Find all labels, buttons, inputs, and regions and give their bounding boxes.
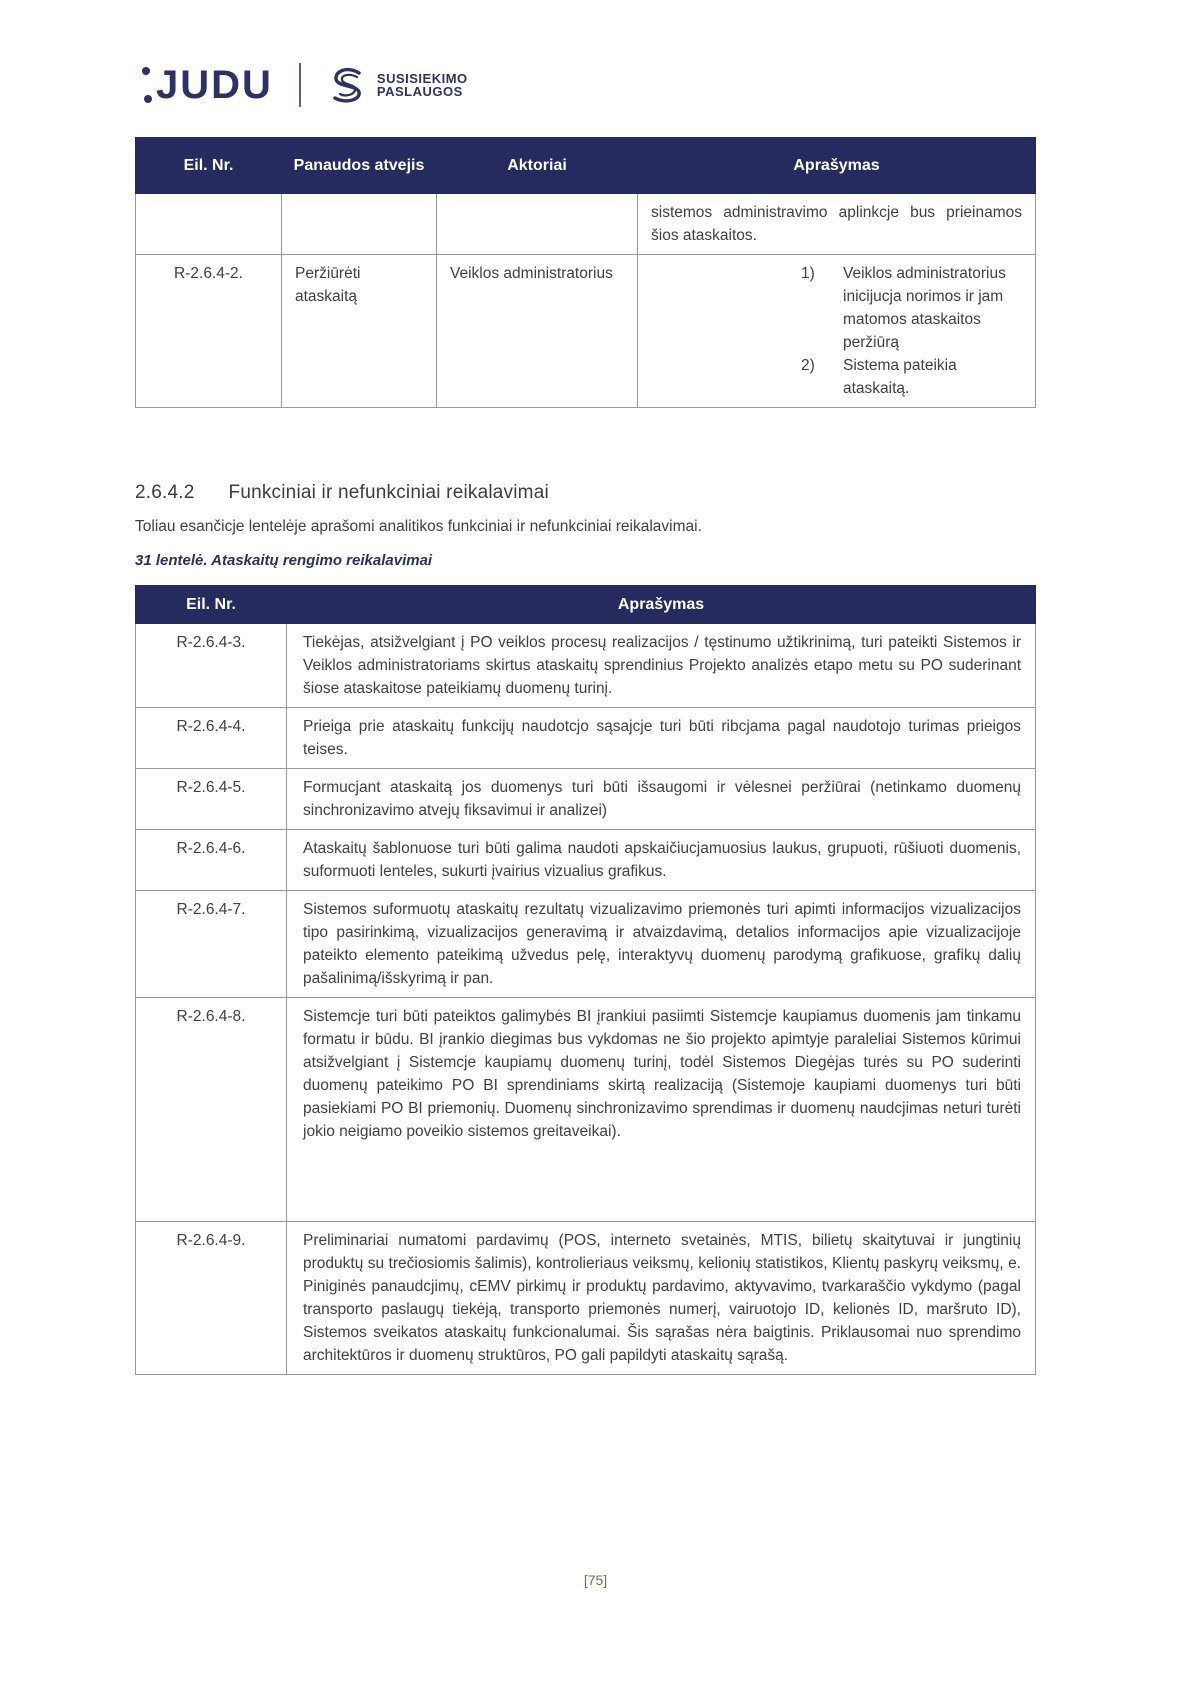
partner-line2: PASLAUGOS [376,84,463,99]
list-marker: 2) [801,357,815,374]
partner-logo [327,64,468,106]
table-row [136,194,1036,255]
judu-logo-text: JUDU [156,63,273,107]
table-row [136,998,1036,1222]
table-row [136,624,1036,708]
table-row [136,769,1036,830]
cell-requirement-text: Tiekėjas, atsižvelgiant į PO veiklos procesų realizacijos / tęstinumo užtikrinimą, turi pateikti Sistemos ir Veiklos administratoriams skirtus ataskaitų sprendinius Projekto analizės etapo metu su PO suderinant šiose ataskaitose pateikiamų duomenų turinį. [287,624,1036,708]
judu-logo [142,65,273,105]
page-number: [75] [583,1572,608,1588]
cell-requirement-text: Preliminariai numatomi pardavimų (POS, interneto svetainės, MTIS, bilietų skaitytuvai ir jungtinių produktų su trečiosiomis šalimis), kontrolieriaus veiksmų, kelionių statistikos, Klientų paskyrų veiksmų, e. Piniginės panaudcjimų, cEMV pirkimų ir produktų pardavimo, aktyvavimo, tvarkaraščio vykdymo (pagal transporto paslaugų tiekėją, transporto priemonės numerį, vairuotojo ID, kelionės ID, maršruto ID), Sistemos sveikatos ataskaitų funkcionalumai. Šis sąrašas nėra baigtinis. Priklausomai nuo sprendimo architektūros ir duomenų struktūros, PO gali papildyti ataskaitų sąrašą. [287,1222,1036,1375]
list-text: Sistema pateikia ataskaitą. [843,357,957,397]
cell-requirement-text: Sistemos suformuotų ataskaitų rezultatų vizualizavimo priemonės turi apimti informacijos vizualizacijos tipo pasirinkimą, vizualizacijos generavimą ir atvaizdavimą, detalios informacijos apie vizualizacijoje pateikto elemento pateikimą užvedus pelę, interaktyvų duomenų parodymą grafikuose, grafikų dalių pašalinimą/išskyrimą ir pan. [287,891,1036,998]
logo-bar [142,58,468,112]
cell-requirement-id: R-2.6.4-4. [136,708,287,769]
use-case-table [135,137,1036,408]
cell-requirement-text: Sistemcje turi būti pateiktos galimybės BI įrankiui pasiimti Sistemcje kaupiamus duomenis jam tinkamu formatu ir būdu. BI įrankio diegimas bus vykdomas ne šio projekto apimtyje paraleliai Sistemos kūrimui atsižvelgiant į Sistemcje kaupiamų duomenų turinį, todėl Sistemos Diegėjas turės su PO suderinti duomenų pateikimo PO BI sprendiniams skirtą realizaciją (Sistemoje kaupiami duomenys turi būti pasiekiami PO BI priemonių. Duomenų sinchronizavimo sprendimas ir duomenų naudcjimas neturi turėti jokio neigiamo poveikio sistemos greitaveikai). [287,998,1036,1222]
list-item [801,262,1022,354]
intro-paragraph: Toliau esančicje lentelėje aprašomi analitikos funkciniai ir nefunkciniai reikalavimai. [135,518,702,535]
column-header-aktoriai: Aktoriai [437,138,638,194]
numbered-list [801,262,1022,400]
table-caption: 31 lentelė. Ataskaitų rengimo reikalavimai [135,552,433,569]
section-number: 2.6.4.2 [135,482,195,503]
cell-aktoriai: Veiklos administratorius [437,255,638,408]
list-item [801,354,1022,400]
table-row [136,708,1036,769]
cell-requirement-id: R-2.6.4-8. [136,998,287,1222]
cell-requirement-text: Ataskaitų šablonuose turi būti galima naudoti apskaičiucjamuosius laukus, grupuoti, rūšiuoti duomenis, suformuoti lenteles, sukurti įvairius vizualius grafikus. [287,830,1036,891]
susisiekimo-s-icon [327,64,369,106]
cell-requirement-id: R-2.6.4-7. [136,891,287,998]
partner-logo-text [377,72,468,98]
cell-panaudos: Peržiūrėti ataskaitą [282,255,437,408]
column-header-eil-nr: Eil. Nr. [136,138,282,194]
cell-requirement-id: R-2.6.4-6. [136,830,287,891]
section-title: Funkciniai ir nefunkciniai reikalavimai [228,482,549,503]
cell-requirement-text: Prieiga prie ataskaitų funkcijų naudotcjo sąsajcje turi būti ribcjama pagal naudotojo turimas prieigos teises. [287,708,1036,769]
cell-eil-nr: R-2.6.4-2. [136,255,282,408]
table-header-row [136,586,1036,624]
cell-aprasymas: sistemos administravimo aplinkcje bus prieinamos šios ataskaitos. [638,194,1036,255]
column-header-aprasymas: Aprašymas [638,138,1036,194]
cell-requirement-text: Formucjant ataskaitą jos duomenys turi būti išsaugomi ir vėlesnei peržiūrai (netinkamo duomenų sinchronizavimo atvejų fiksavimui ir analizei) [287,769,1036,830]
section-heading [135,482,549,504]
list-text: Veiklos administratorius inicijucja norimos ir jam matomos ataskaitos peržiūrą [843,265,1006,351]
cell-panaudos [282,194,437,255]
judu-logo-dots-icon [142,65,156,105]
list-marker: 1) [801,265,815,282]
table-row [136,891,1036,998]
cell-aprasymas [638,255,1036,408]
cell-requirement-id: R-2.6.4-3. [136,624,287,708]
logo-divider [299,63,301,107]
table-header-row [136,138,1036,194]
partner-line1: SUSISIEKIMO [376,71,468,86]
cell-aktoriai [437,194,638,255]
cell-requirement-id: R-2.6.4-5. [136,769,287,830]
cell-eil-nr [136,194,282,255]
column-header-eil-nr: Eil. Nr. [136,586,287,624]
cell-requirement-id: R-2.6.4-9. [136,1222,287,1375]
page-footer [0,1572,1191,1588]
table-row [136,830,1036,891]
requirements-table [135,585,1036,1375]
table-row [136,1222,1036,1375]
column-header-panaudos-atvejis: Panaudos atvejis [282,138,437,194]
table-row [136,255,1036,408]
column-header-aprasymas: Aprašymas [287,586,1036,624]
